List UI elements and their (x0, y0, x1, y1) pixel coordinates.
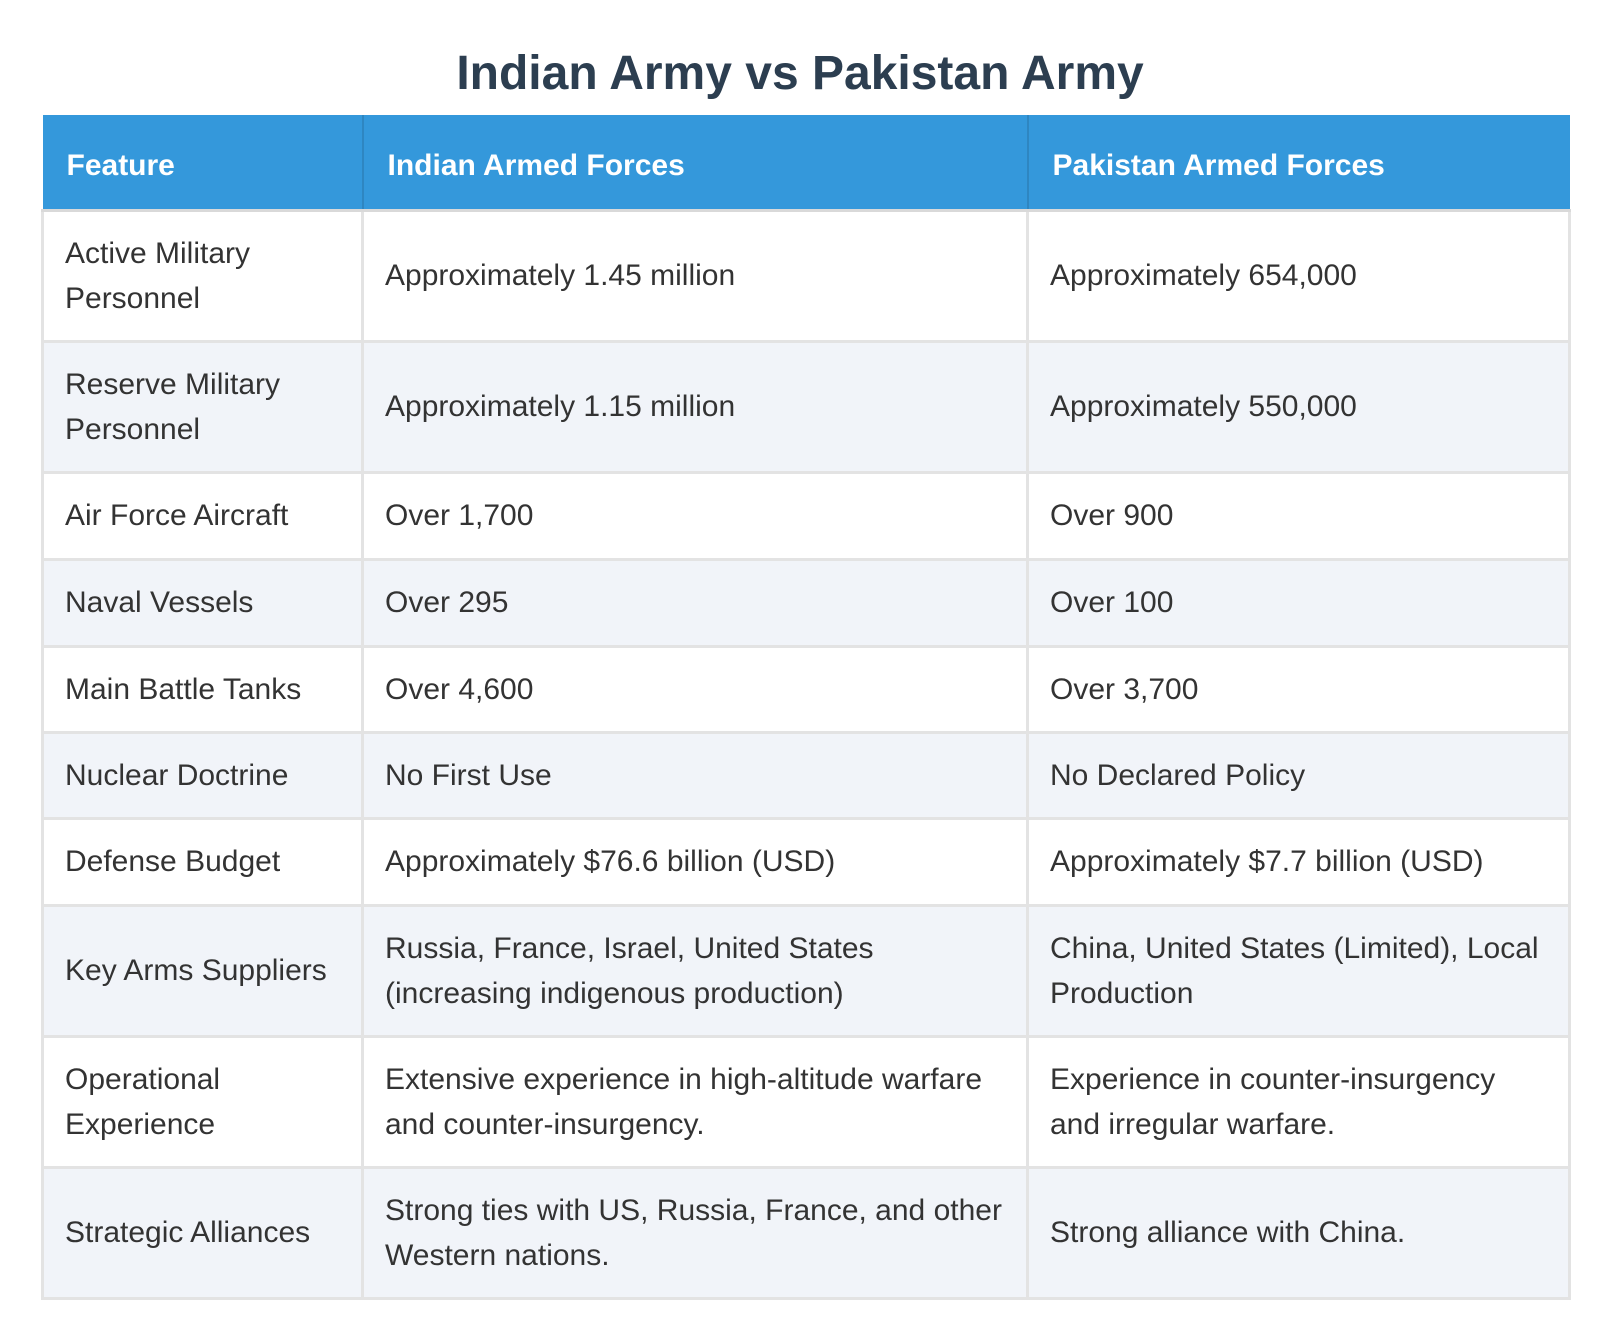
indian-value-cell: Approximately 1.15 million (363, 341, 1028, 472)
feature-cell: Main Battle Tanks (43, 646, 363, 732)
feature-cell: Key Arms Suppliers (43, 905, 363, 1036)
indian-value-cell: Over 1,700 (363, 472, 1028, 559)
indian-value-cell: Extensive experience in high-altitude warfare and counter-insurgency. (363, 1036, 1028, 1167)
feature-cell: Active Military Personnel (43, 210, 363, 341)
pakistan-value-cell: Over 100 (1028, 559, 1570, 646)
pakistan-value-cell: Approximately 654,000 (1028, 210, 1570, 341)
pakistan-value-cell: Strong alliance with China. (1028, 1167, 1570, 1298)
page-title: Indian Army vs Pakistan Army (456, 47, 1144, 100)
table-row (43, 341, 1570, 472)
table-row (43, 1167, 1570, 1298)
feature-cell: Naval Vessels (43, 559, 363, 646)
pakistan-value-cell: Approximately 550,000 (1028, 341, 1570, 472)
table-row (43, 472, 1570, 559)
feature-cell: Air Force Aircraft (43, 472, 363, 559)
indian-value-cell: No First Use (363, 732, 1028, 818)
table-row (43, 732, 1570, 818)
table-header-row (43, 115, 1570, 210)
table-row (43, 1036, 1570, 1167)
indian-value-cell: Approximately 1.45 million (363, 210, 1028, 341)
pakistan-value-cell: Experience in counter-insurgency and irregular warfare. (1028, 1036, 1570, 1167)
indian-value-cell: Approximately $76.6 billion (USD) (363, 818, 1028, 905)
indian-value-cell: Over 4,600 (363, 646, 1028, 732)
table-row (43, 559, 1570, 646)
pakistan-value-cell: No Declared Policy (1028, 732, 1570, 818)
column-header-pakistan-armed-forces: Pakistan Armed Forces (1028, 115, 1570, 210)
feature-cell: Defense Budget (43, 818, 363, 905)
pakistan-value-cell: Over 900 (1028, 472, 1570, 559)
indian-value-cell: Russia, France, Israel, United States (increasing indigenous production) (363, 905, 1028, 1036)
indian-value-cell: Strong ties with US, Russia, France, and other Western nations. (363, 1167, 1028, 1298)
feature-cell: Operational Experience (43, 1036, 363, 1167)
indian-value-cell: Over 295 (363, 559, 1028, 646)
pakistan-value-cell: China, United States (Limited), Local Production (1028, 905, 1570, 1036)
feature-cell: Reserve Military Personnel (43, 341, 363, 472)
column-header-indian-armed-forces: Indian Armed Forces (363, 115, 1028, 210)
table-row (43, 905, 1570, 1036)
table-row (43, 818, 1570, 905)
feature-cell: Strategic Alliances (43, 1167, 363, 1298)
column-header-feature: Feature (43, 115, 363, 210)
pakistan-value-cell: Over 3,700 (1028, 646, 1570, 732)
comparison-table (41, 115, 1571, 1300)
feature-cell: Nuclear Doctrine (43, 732, 363, 818)
table-row (43, 646, 1570, 732)
pakistan-value-cell: Approximately $7.7 billion (USD) (1028, 818, 1570, 905)
table-row (43, 210, 1570, 341)
